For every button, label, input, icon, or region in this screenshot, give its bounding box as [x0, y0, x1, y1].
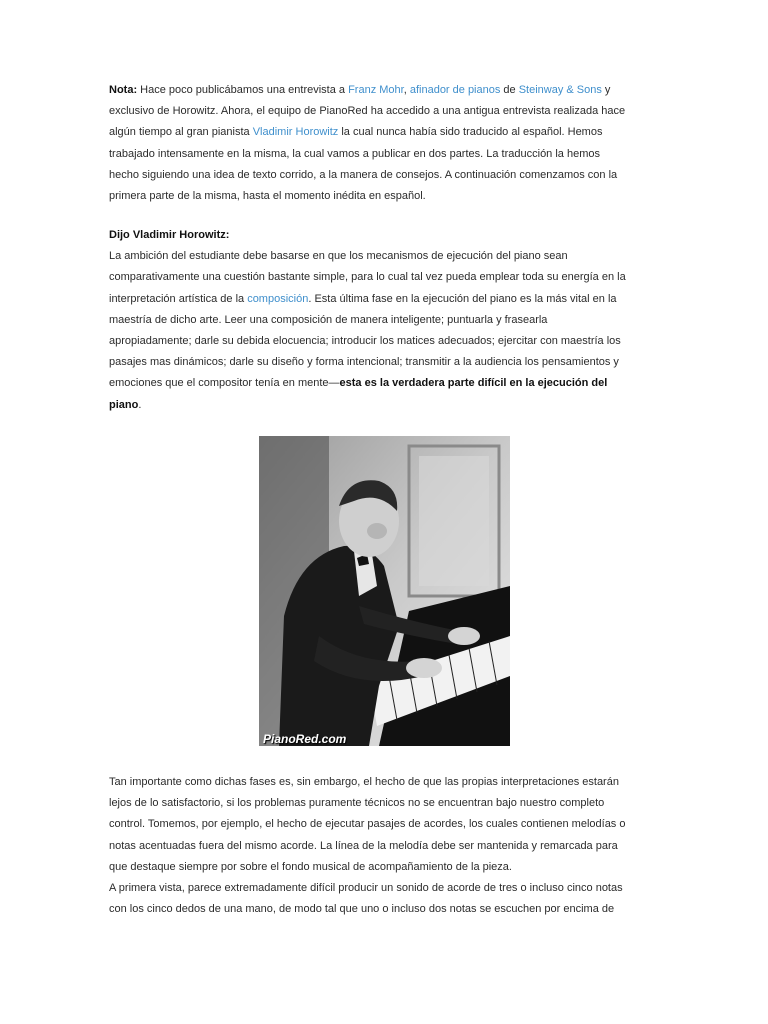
body-line: notas acentuadas fuera del mismo acorde. La línea de la melodía debe ser mantenida y remarcada para — [109, 839, 618, 852]
emphasis-text: esta es la verdadera parte difícil en la ejecución del — [339, 377, 608, 390]
note-label: Nota: — [109, 84, 138, 96]
link-steinway-sons[interactable]: Steinway & Sons — [518, 84, 602, 96]
body-line: que destaque siempre por sobre el fondo musical de acompañamiento de la pieza. — [109, 860, 512, 873]
intro-line: primera parte de la misma, hasta el momento inédita en español. — [109, 190, 426, 203]
intro-line — [109, 80, 661, 101]
quote-section — [109, 225, 661, 416]
section-line: comparativamente una cuestión bastante simple, para lo cual tal vez pueda emplear toda su energía en la — [109, 271, 626, 284]
section-text: . — [138, 398, 142, 411]
intro-paragraph — [109, 80, 661, 207]
photo-watermark: PianoRed.com — [263, 732, 347, 746]
link-franz-mohr[interactable]: Franz Mohr — [348, 84, 404, 96]
section-line: maestría de dicho arte. Leer una composición de manera inteligente; puntuarla y frasearla — [109, 313, 548, 326]
emphasis-text: piano — [109, 398, 139, 411]
section-heading — [109, 225, 661, 246]
intro-text: la cual nunca había sido traducido al español. Hemos — [338, 126, 603, 139]
section-line: apropiadamente; darle su debida elocuencia; introducir los matices adecuados; ejercitar con maestría los — [109, 335, 621, 348]
pianist-photo-illustration — [259, 436, 510, 746]
link-composicion[interactable]: composición — [247, 292, 309, 305]
link-vladimir-horowitz[interactable]: Vladimir Horowitz — [252, 126, 339, 139]
section-heading-text: Dijo Vladimir Horowitz: — [109, 229, 230, 241]
body-line: Tan importante como dichas fases es, sin embargo, el hecho de que las propias interpretaciones estarán — [109, 776, 619, 788]
body-line: control. Tomemos, por ejemplo, el hecho de ejecutar pasajes de acordes, los cuales contienen melodías o — [109, 818, 626, 831]
intro-text: de — [500, 84, 519, 96]
link-afinador-de-pianos[interactable]: afinador de pianos — [409, 84, 501, 96]
section-text: . Esta última fase en la ejecución del piano es la más vital en la — [308, 292, 617, 305]
intro-line: trabajado intensamente en la misma, la cual vamos a publicar en dos partes. La traducción la hemos — [109, 147, 600, 160]
intro-line — [109, 122, 661, 143]
intro-text: Hace poco publicábamos una entrevista a — [137, 84, 349, 96]
section-line — [109, 373, 661, 394]
section-line: pasajes mas dinámicos; darle su diseño y forma intencional; transmitir a la audiencia los pensamientos y — [109, 356, 619, 369]
section-line — [109, 395, 661, 416]
body-line: lejos de lo satisfactorio, si los problemas puramente técnicos no se encuentran bajo nuestro completo — [109, 797, 605, 810]
intro-text: y — [601, 84, 611, 96]
section-text: interpretación artística de la — [109, 292, 248, 305]
body-line: A primera vista, parece extremadamente difícil producir un sonido de acorde de tres o incluso cinco notas — [109, 882, 623, 895]
intro-line: hecho siguiendo una idea de texto corrido, a la manera de consejos. A continuación comenzamos con la — [109, 168, 618, 181]
section-text: emociones que el compositor tenía en mente— — [109, 377, 340, 390]
pianist-photo — [259, 436, 510, 746]
body-line: con los cinco dedos de una mano, de modo tal que uno o incluso dos notas se escuchen por encima de — [109, 903, 615, 916]
intro-text: algún tiempo al gran pianista — [109, 126, 253, 139]
section-line — [109, 289, 661, 310]
intro-text: , — [403, 84, 410, 96]
body-paragraph — [109, 772, 661, 920]
intro-line: exclusivo de Horowitz. Ahora, el equipo de PianoRed ha accedido a una antigua entrevista realizada hace — [109, 105, 626, 118]
section-line: La ambición del estudiante debe basarse en que los mecanismos de ejecución del piano sean — [109, 250, 568, 263]
